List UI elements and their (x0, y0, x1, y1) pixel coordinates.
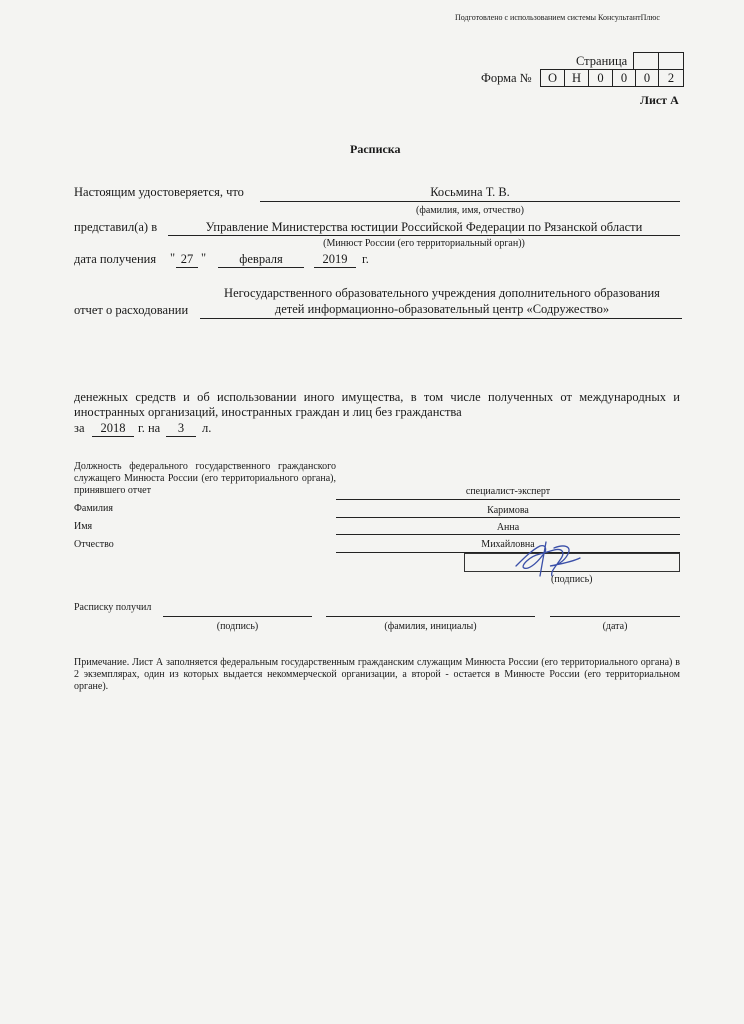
report-underline (200, 318, 682, 319)
page-cell-1 (633, 52, 659, 70)
submitted-underline (168, 235, 680, 236)
submitted-hint: (Минюст России (его территориальный орган)) (323, 238, 525, 249)
submitted-label: представил(а) в (74, 220, 158, 234)
period-months: 3 (177, 421, 185, 435)
report-org-line2: детей информационно-образовательный центр «Содружество» (274, 302, 610, 316)
page-label: Страница (576, 54, 628, 68)
date-month-underline (218, 267, 304, 268)
name-underline (336, 534, 680, 535)
sheet-label: Лист А (640, 93, 679, 107)
surname-label: Фамилия (74, 503, 113, 514)
receipt-sign-underline (163, 616, 312, 617)
receipt-date-underline (550, 616, 680, 617)
date-quote-close: " (201, 251, 207, 265)
date-year-underline (314, 267, 356, 268)
patronymic-label: Отчество (74, 539, 114, 550)
date-label: дата получения (74, 252, 157, 266)
period-suffix: л. (202, 421, 212, 435)
form-code-cell: 0 (612, 69, 636, 87)
period-months-underline (166, 436, 196, 437)
document-title: Расписка (350, 142, 401, 156)
form-label: Форма № (481, 71, 532, 85)
certify-label: Настоящим удостоверяется, что (74, 185, 244, 199)
footnote: Примечание. Лист А заполняется федеральным государственным гражданским служащим Минюста России (его территориального органа) в 2 экземплярах, один из которых выдается некоммерческой организации, а второй - остается в Минюсте России (его территориальном органе). (74, 657, 680, 692)
date-quote-open: " (170, 251, 176, 265)
submitted-value: Управление Министерства юстиции Российской Федерации по Рязанской области (205, 220, 643, 234)
position-value: специалист-эксперт (465, 486, 551, 497)
date-year: 2019 (322, 252, 348, 266)
form-code-cell: О (540, 69, 565, 87)
header-note: Подготовлено с использованием системы КонсультантПлюс (455, 13, 660, 22)
receipt-name-underline (326, 616, 535, 617)
name-label: Имя (74, 521, 93, 532)
date-year-suffix: г. (362, 252, 369, 266)
certify-value: Косьмина Т. В. (430, 185, 510, 199)
report-org-line1: Негосударственного образовательного учреждения дополнительного образования (224, 286, 660, 300)
form-code-cell: Н (564, 69, 589, 87)
date-month: февраля (239, 252, 283, 266)
form-code-cell: 0 (588, 69, 613, 87)
certify-hint: (фамилия, имя, отчество) (416, 205, 524, 216)
funds-text: денежных средств и об использовании иного имущества, в том числе полученных от международных и иностранных организаций, иностранных граждан и лиц без гражданства (74, 390, 680, 419)
period-year-underline (92, 436, 134, 437)
period-prefix: за (74, 421, 85, 435)
position-label: Должность федерального государственного гражданского служащего Минюста России (его территориального органа), принявшего отчет (74, 461, 336, 496)
page-cell-2 (658, 52, 684, 70)
receipt-label: Расписку получил (74, 602, 152, 613)
date-day-underline (176, 267, 198, 268)
form-code-cell: 0 (635, 69, 659, 87)
name-value: Анна (496, 522, 520, 533)
patronymic-value: Михайловна (481, 539, 535, 550)
surname-underline (336, 517, 680, 518)
signature-hint: (подпись) (551, 574, 593, 585)
period-year: 2018 (100, 421, 126, 435)
position-underline (336, 499, 680, 500)
report-label: отчет о расходовании (74, 303, 189, 317)
period-mid: г. на (138, 421, 161, 435)
receipt-name-hint: (фамилия, инициалы) (384, 621, 477, 632)
date-day: 27 (180, 252, 194, 266)
receipt-sign-hint: (подпись) (216, 621, 259, 632)
form-code-cell: 2 (658, 69, 684, 87)
certify-underline (260, 201, 680, 202)
surname-value: Каримова (487, 505, 529, 516)
receipt-date-hint: (дата) (602, 621, 628, 632)
